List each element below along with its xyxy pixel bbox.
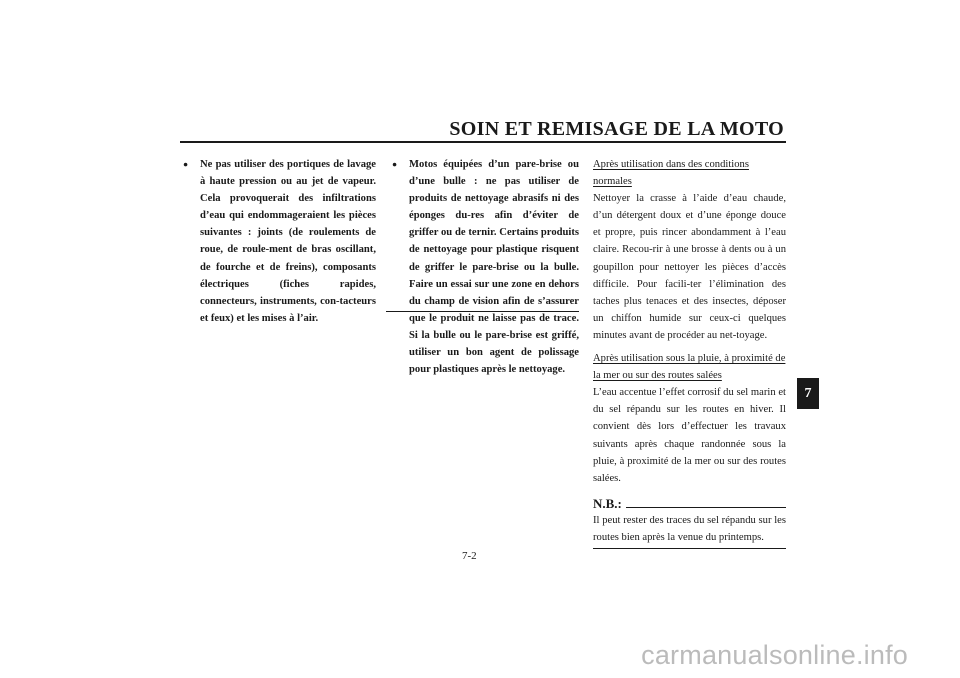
bullet-item-pressure-washing: [183, 156, 376, 327]
page-title: SOIN ET REMISAGE DE LA MOTO: [449, 118, 784, 140]
section-heading-normal-use: Après utilisation dans des conditions normales: [593, 159, 749, 188]
page-number: 7-2: [462, 550, 477, 562]
warning-end-rule: [386, 311, 579, 312]
section-heading-rain-salt: Après utilisation sous la pluie, à proximité de la mer ou sur des routes salées: [593, 353, 786, 382]
chapter-tab: 7: [797, 378, 819, 409]
section-body-rain-salt: L’eau accentue l’effet corrosif du sel marin et du sel répandu sur les routes en hiver. Il convient dès lors d’effectuer les travaux suivants après chaque randonnée sous la pluie, à proximité de la mer ou sur des routes salées.: [593, 387, 786, 484]
column-2: [392, 156, 579, 378]
section-body-normal-use: Nettoyer la crasse à l’aide d’eau chaude, d’un détergent doux et d’une éponge douce et propre, puis rincer abondamment à l’eau claire. Recou-rir à une brosse à dents ou à un goupillon pour nettoyer les pièces d’accès difficile. Pour facili-ter l’élimination des taches plus tenaces et des insectes, déposer un chiffon humide sur ceux-ci quelques minutes avant de procéder au net-toyage.: [593, 193, 786, 341]
header-rule: [180, 141, 786, 143]
note-end-rule: [593, 548, 786, 549]
bullet-text: Motos équipées d’un pare-brise ou d’une bulle : ne pas utiliser de produits de nettoyage abrasifs ni des éponges du-res afin d’éviter de griffer ou de ternir. Certains produits de nettoyage pour plastique risquent de griffer le pare-brise ou la bulle. Faire un essai sur une zone en dehors du champ de vision afin de s’assurer que le produit ne laisse pas de trace. Si la bulle ou le pare-brise est griffé, utiliser un bon agent de polissage pour plastiques après le nettoyage.: [409, 159, 579, 376]
bullet-icon: ●: [183, 159, 189, 169]
bullet-text: Ne pas utiliser des portiques de lavage à haute pression ou au jet de vapeur. Cela provoquerait des infiltrations d’eau qui endommageraient les pièces suivantes : joints (de roulements de roue, de roule-ment de bras oscillant, de fourche et de freins), composants électriques (fiches rapides, connecteurs, instruments, con-tacteurs et feux) et les mises à l’air.: [200, 159, 376, 324]
bullet-icon: ●: [392, 159, 398, 169]
note-label: N.B.:: [593, 495, 622, 511]
note-header: [593, 495, 786, 512]
column-3: [593, 156, 786, 549]
note-rule: [626, 507, 786, 508]
note-body: Il peut rester des traces du sel répandu sur les routes bien après la venue du printemps.: [593, 514, 786, 543]
watermark: carmanualsonline.info: [641, 640, 908, 670]
bullet-item-windshield: [392, 156, 579, 378]
column-1: [183, 156, 376, 327]
